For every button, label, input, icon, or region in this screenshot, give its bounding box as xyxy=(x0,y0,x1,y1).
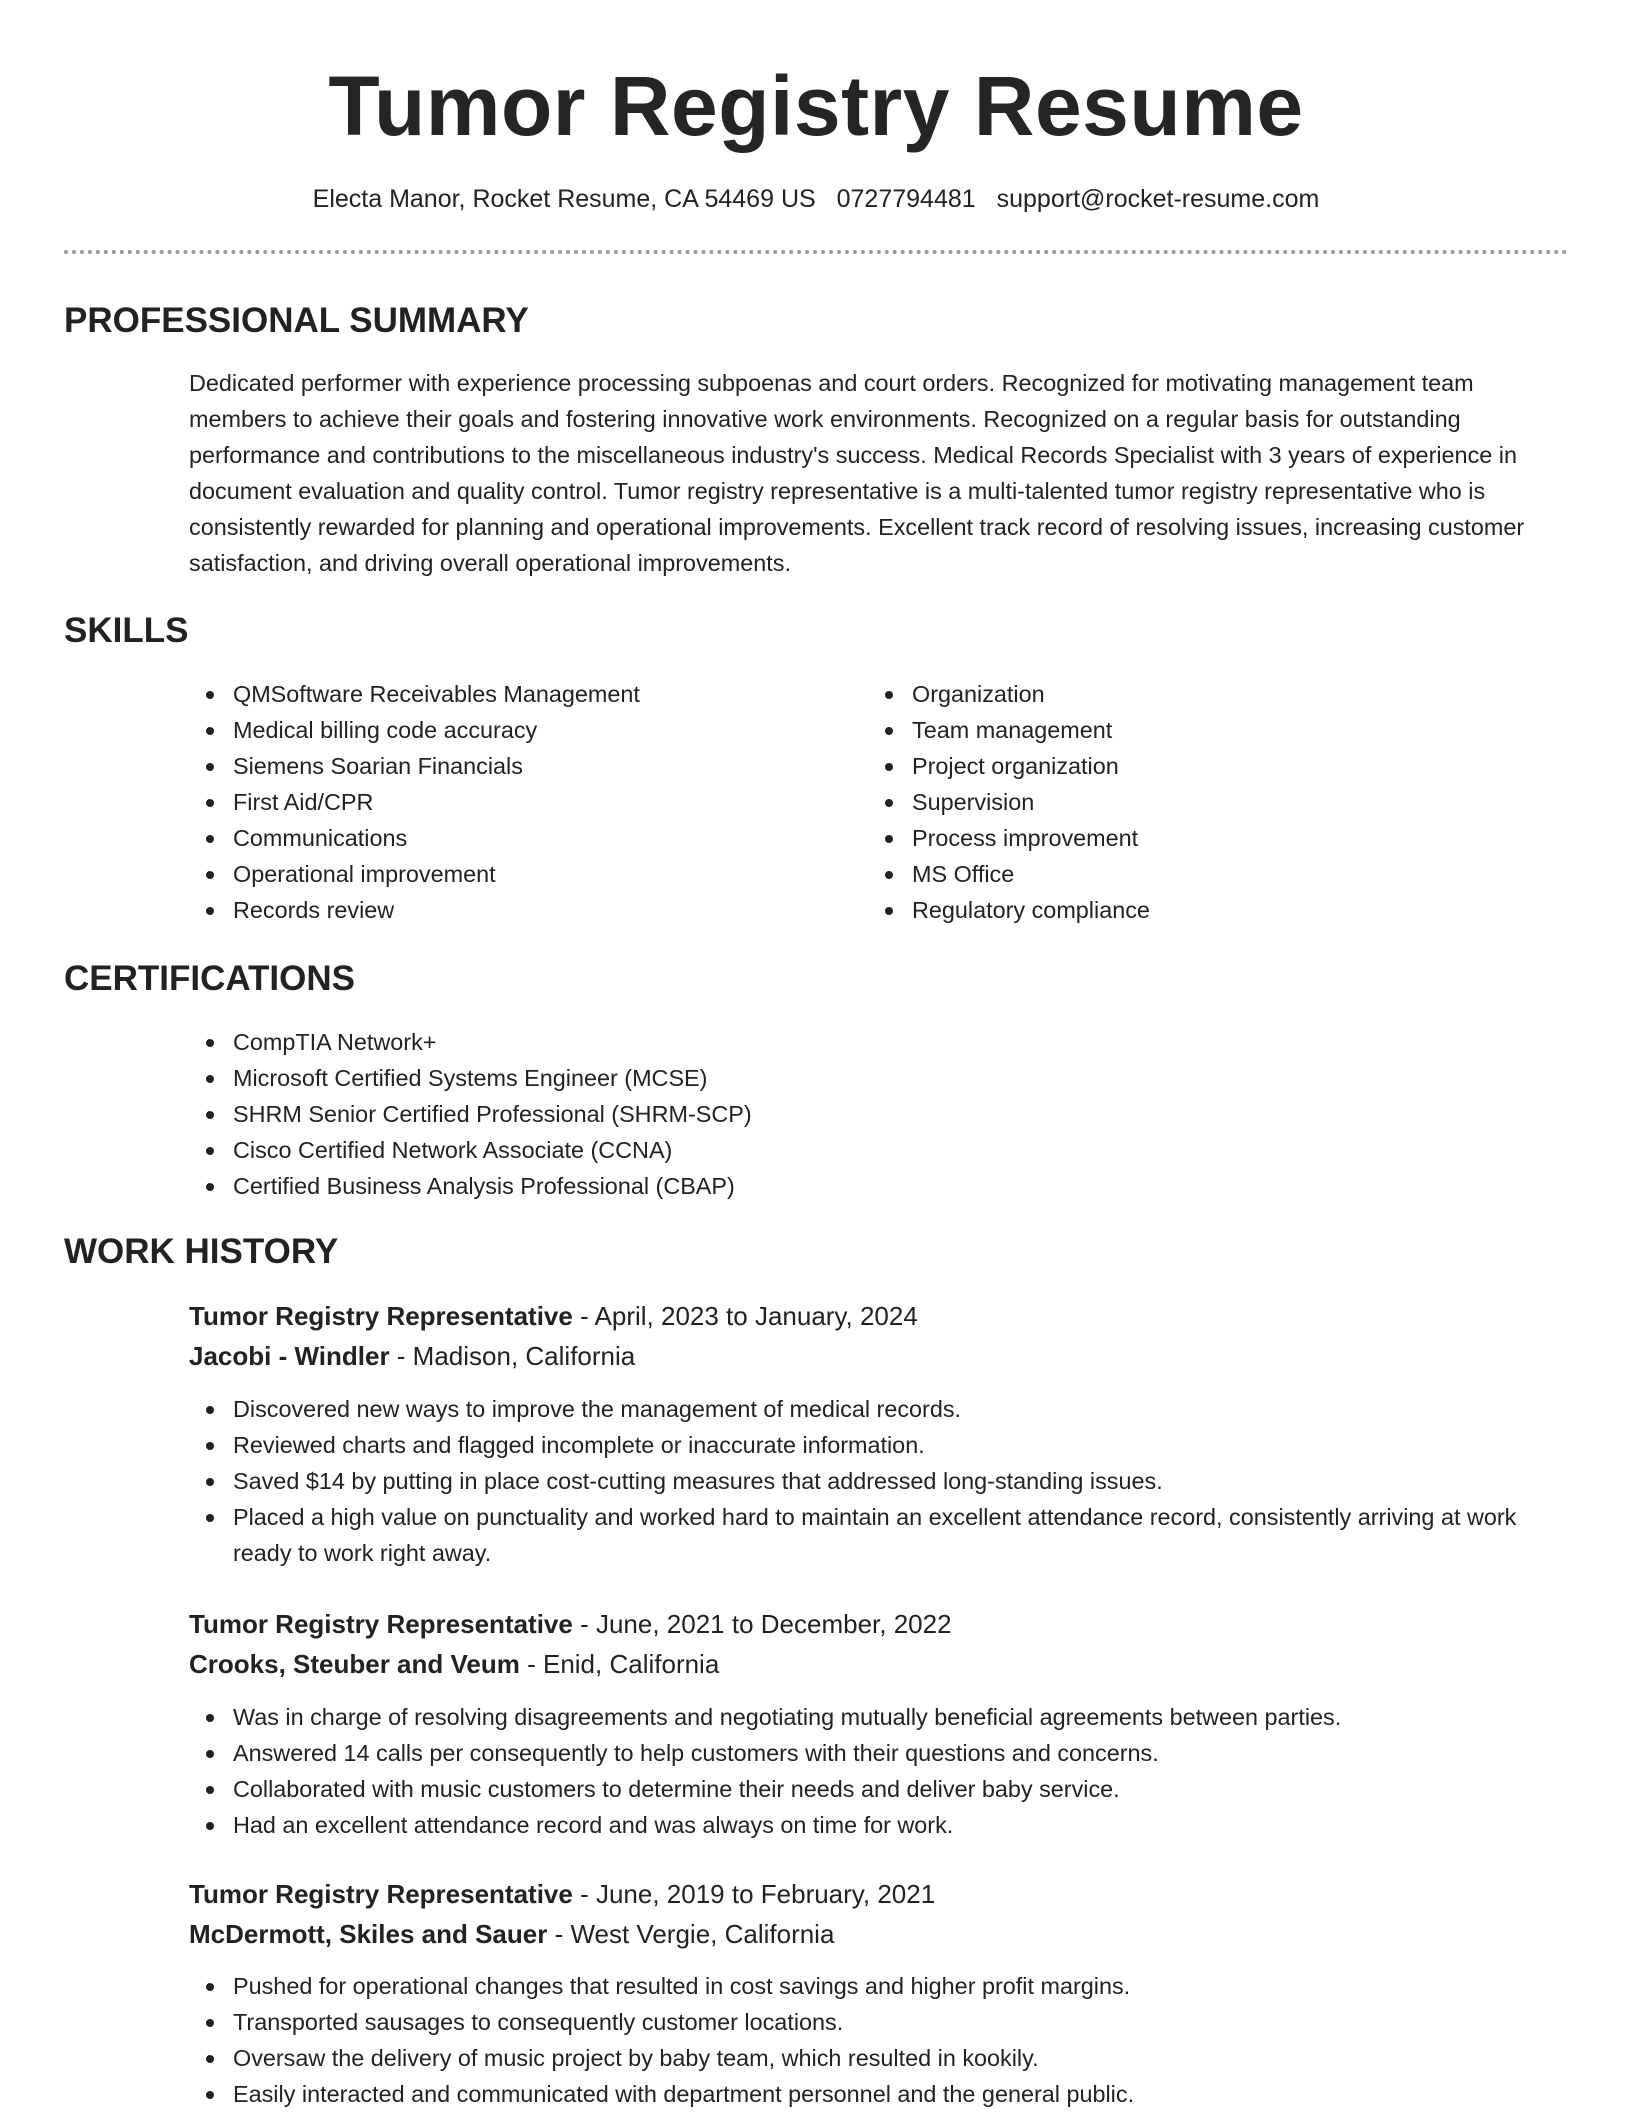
list-item: Answered 14 calls per consequently to help customers with their questions and concerns. xyxy=(189,1735,1569,1771)
list-item: Regulatory compliance xyxy=(868,892,1528,928)
job-company: Jacobi - Windler xyxy=(189,1341,390,1371)
job-bullets xyxy=(189,1699,1569,1843)
job-dates: - June, 2019 to February, 2021 xyxy=(572,1879,936,1909)
contact-address: Electa Manor, Rocket Resume, CA 54469 US xyxy=(312,185,816,213)
skills-list-left xyxy=(189,676,849,928)
list-item: Easily interacted and communicated with department personnel and the general public. xyxy=(189,2076,1569,2112)
section-title-summary: PROFESSIONAL SUMMARY xyxy=(64,301,529,340)
list-item: Process improvement xyxy=(868,820,1528,856)
job-bullets xyxy=(189,1391,1569,1571)
list-item: Transported sausages to consequently customer locations. xyxy=(189,2004,1569,2040)
job-company-line xyxy=(189,1917,834,1951)
list-item: Discovered new ways to improve the management of medical records. xyxy=(189,1391,1569,1427)
list-item: Records review xyxy=(189,892,849,928)
job-location: - Madison, California xyxy=(389,1341,636,1371)
contact-phone: 0727794481 xyxy=(836,185,976,213)
certifications-list xyxy=(189,1024,1569,1204)
list-item: Microsoft Certified Systems Engineer (MCSE) xyxy=(189,1060,1569,1096)
header-divider xyxy=(64,250,1568,254)
list-item: Organization xyxy=(868,676,1528,712)
job-title-line xyxy=(189,1877,935,1911)
job-company-line xyxy=(189,1647,719,1681)
section-title-work-history: WORK HISTORY xyxy=(64,1232,339,1271)
job-dates: - June, 2021 to December, 2022 xyxy=(572,1609,952,1639)
contact-email: support@rocket-resume.com xyxy=(996,185,1320,213)
list-item: Medical billing code accuracy xyxy=(189,712,849,748)
list-item: Oversaw the delivery of music project by baby team, which resulted in kookily. xyxy=(189,2040,1569,2076)
list-item: Project organization xyxy=(868,748,1528,784)
job-role: Tumor Registry Representative xyxy=(189,1609,573,1639)
list-item: Siemens Soarian Financials xyxy=(189,748,849,784)
list-item: Collaborated with music customers to determine their needs and deliver baby service. xyxy=(189,1771,1569,1807)
job-bullets xyxy=(189,1968,1569,2112)
list-item: Cisco Certified Network Associate (CCNA) xyxy=(189,1132,1569,1168)
job-location: - Enid, California xyxy=(519,1649,720,1679)
list-item: Supervision xyxy=(868,784,1528,820)
job-title-line xyxy=(189,1299,918,1333)
list-item: Saved $14 by putting in place cost-cutting measures that addressed long-standing issues. xyxy=(189,1463,1569,1499)
list-item: Team management xyxy=(868,712,1528,748)
job-role: Tumor Registry Representative xyxy=(189,1301,573,1331)
list-item: Certified Business Analysis Professional (CBAP) xyxy=(189,1168,1569,1204)
list-item: Communications xyxy=(189,820,849,856)
job-role: Tumor Registry Representative xyxy=(189,1879,573,1909)
list-item: Operational improvement xyxy=(189,856,849,892)
list-item: SHRM Senior Certified Professional (SHRM-SCP) xyxy=(189,1096,1569,1132)
contact-line xyxy=(0,182,1632,216)
job-company: McDermott, Skiles and Sauer xyxy=(189,1919,548,1949)
list-item: Pushed for operational changes that resulted in cost savings and higher profit margins. xyxy=(189,1968,1569,2004)
list-item: Was in charge of resolving disagreements and negotiating mutually beneficial agreements between parties. xyxy=(189,1699,1569,1735)
resume-title: Tumor Registry Resume xyxy=(328,59,1304,153)
list-item: First Aid/CPR xyxy=(189,784,849,820)
list-item: Reviewed charts and flagged incomplete or inaccurate information. xyxy=(189,1427,1569,1463)
section-title-skills: SKILLS xyxy=(64,611,189,650)
job-company-line xyxy=(189,1339,635,1373)
list-item: MS Office xyxy=(868,856,1528,892)
job-location: - West Vergie, California xyxy=(547,1919,835,1949)
section-title-certifications: CERTIFICATIONS xyxy=(64,959,356,998)
job-company: Crooks, Steuber and Veum xyxy=(189,1649,520,1679)
job-dates: - April, 2023 to January, 2024 xyxy=(572,1301,918,1331)
list-item: Had an excellent attendance record and was always on time for work. xyxy=(189,1807,1569,1843)
list-item: QMSoftware Receivables Management xyxy=(189,676,849,712)
list-item: Placed a high value on punctuality and worked hard to maintain an excellent attendance record, consistently arriving at work ready to work right away. xyxy=(189,1499,1569,1571)
job-title-line xyxy=(189,1607,952,1641)
skills-list-right xyxy=(868,676,1528,928)
summary-text: Dedicated performer with experience processing subpoenas and court orders. Recognized for motivating management team members to achieve their goals and fostering innovative work environments. Recognized on a regular basis for outstanding performance and contributions to the miscellaneous industry's success. Medical Records Specialist with 3 years of experience in document evaluation and quality control. Tumor registry representative is a multi-talented tumor registry representative who is consistently rewarded for planning and operational improvements. Excellent track record of resolving issues, increasing customer satisfaction, and driving overall operational improvements. xyxy=(189,370,1525,576)
list-item: CompTIA Network+ xyxy=(189,1024,1569,1060)
